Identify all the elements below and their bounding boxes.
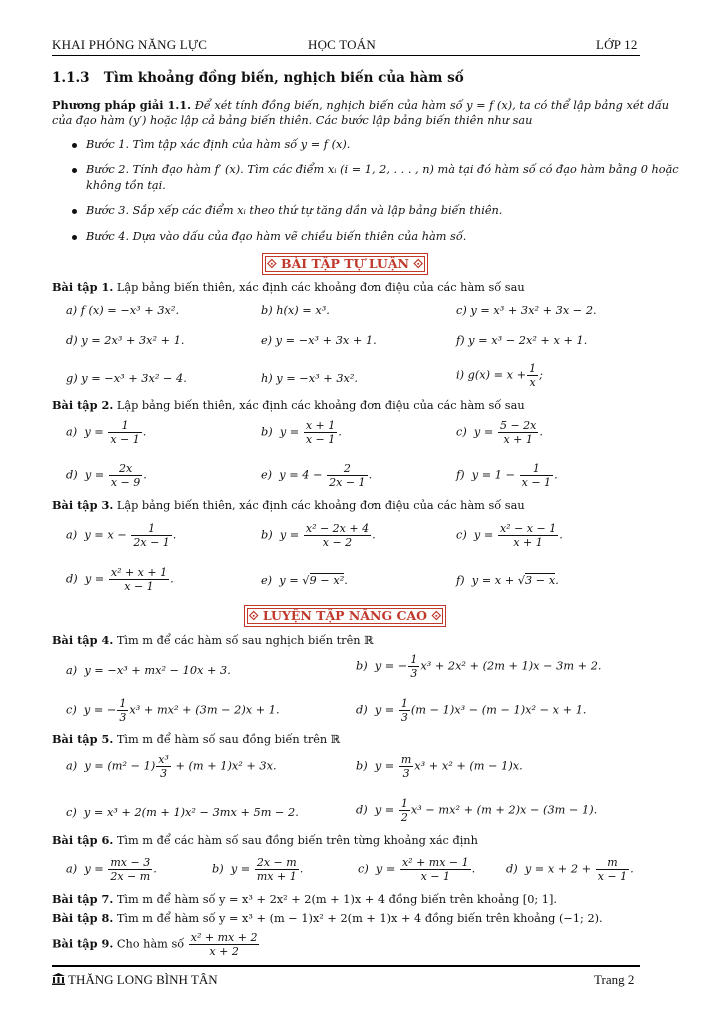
exercise-3-text: Lập bảng biến thiên, xác định các khoảng đơn điệu của các hàm số sau xyxy=(116,499,525,512)
header-left: KHAI PHÓNG NĂNG LỰC xyxy=(52,37,208,52)
step-4: Bước 4. Dựa vào dấu của đạo hàm vẽ chiều biến thiên của hàm số. xyxy=(86,230,467,243)
ex2-item-f: f) y = 1 − $\frac{1}{x - 1}$ . xyxy=(456,462,558,489)
ex5-item-b: b) y = $\frac{m}{3}$ x³ + x² + (m − 1)x. xyxy=(356,753,523,780)
ex3-item-f: f) y = x + √3 − x. xyxy=(456,574,559,587)
bullet-icon xyxy=(72,168,77,173)
exercise-2-text: Lập bảng biến thiên, xác định các khoảng đơn điệu của các hàm số sau xyxy=(116,399,525,412)
ex2-item-d: d) y = $\frac{2x}{x - 9}$ . xyxy=(66,462,147,489)
step-3: Bước 3. Sắp xếp các điểm xᵢ theo thứ tự tăng dần và lập bảng biến thiên. xyxy=(86,204,503,217)
exercise-1-heading xyxy=(52,279,525,296)
ex4-item-b: b) y = − $\frac{1}{3}$ x³ + 2x² + (2m + 1)x − 3m + 2. xyxy=(356,653,602,680)
exercise-5-text: Tìm m để hàm số sau đồng biến trên ℝ xyxy=(116,733,341,746)
ex1-item-e: e) y = −x³ + 3x + 1. xyxy=(261,334,377,347)
exercise-1-text: Lập bảng biến thiên, xác định các khoảng đơn điệu của các hàm số sau xyxy=(116,281,525,294)
exercise-1-label: Bài tập 1. xyxy=(52,280,114,294)
exercise-3-heading xyxy=(52,497,525,514)
exercise-7-text: Tìm m để hàm số y = x³ + 2x² + 2(m + 1)x + 4 đồng biến trên khoảng [0; 1]. xyxy=(116,893,557,906)
ex4-item-a: a) y = −x³ + mx² − 10x + 3. xyxy=(66,664,231,677)
ex1-item-a: a) f (x) = −x³ + 3x². xyxy=(66,304,180,317)
exercise-2-label: Bài tập 2. xyxy=(52,398,114,412)
ex5-item-d: d) y = $\frac{1}{2}$ x³ − mx² + (m + 2)x − (3m − 1). xyxy=(356,797,598,824)
header-center: HỌC TOÁN xyxy=(308,37,376,52)
header-rule xyxy=(52,55,640,56)
exercise-4-heading xyxy=(52,632,374,649)
method-line-1 xyxy=(52,97,669,114)
banner-exercises: ⟐ BÀI TẬP TỰ LUẬN ⟐ xyxy=(262,253,428,275)
ex1-item-f: f) y = x³ − 2x² + x + 1. xyxy=(456,334,588,347)
building-icon xyxy=(52,973,65,985)
header-right: LỚP 12 xyxy=(596,37,638,52)
step-1: Bước 1. Tìm tập xác định của hàm số y = f (x). xyxy=(86,138,351,151)
footer-rule xyxy=(52,965,640,967)
section-heading xyxy=(52,70,464,86)
ex6-item-a: a) y = $\frac{mx - 3}{2x - m}$ . xyxy=(66,856,157,883)
ex3-item-b: b) y = $\frac{\text{x² − 2x + 4}}{x - 2}$ . xyxy=(261,522,376,549)
ex4-item-d: d) y = $\frac{1}{3}$ (m − 1)x³ − (m − 1)x² − x + 1. xyxy=(356,697,587,724)
ex1-item-h: h) y = −x³ + 3x². xyxy=(261,372,358,385)
ex4-item-c: c) y = − $\frac{1}{3}$ x³ + mx² + (3m − 2)x + 1. xyxy=(66,697,280,724)
exercise-4-text: Tìm m để các hàm số sau nghịch biến trên ℝ xyxy=(116,634,374,647)
ex6-item-c: c) y = $\frac{\text{x² + mx − 1}}{x - 1}$ . xyxy=(358,856,476,883)
exercise-9: Bài tập 9. Cho hàm số $\frac{\text{x² + mx + 2}}{x + 2}$ xyxy=(52,931,258,958)
ex1-item-c: c) y = x³ + 3x² + 3x − 2. xyxy=(456,304,597,317)
ex3-item-d: d) y = $\frac{\text{x² + x + 1}}{x - 1}$ . xyxy=(66,566,174,593)
section-number: 1.1.3 xyxy=(52,70,90,86)
exercise-6-text: Tìm m để các hàm số sau đồng biến trên từng khoảng xác định xyxy=(116,834,478,847)
ex2-item-e: e) y = 4 − $\frac{2}{2x - 1}$ . xyxy=(261,462,373,489)
exercise-6-heading xyxy=(52,832,478,849)
ex6-item-d: d) y = x + 2 + $\frac{m}{x - 1}$ . xyxy=(506,856,634,883)
ex3-item-a: a) y = x − $\frac{1}{2x - 1}$ . xyxy=(66,522,177,549)
exercise-7-label: Bài tập 7. xyxy=(52,892,114,906)
exercise-2-heading xyxy=(52,397,525,414)
method-label: Phương pháp giải 1.1. xyxy=(52,98,192,112)
step-2-cont: không tồn tại. xyxy=(86,179,166,192)
ex2-item-a: a) y = $\frac{1}{x - 1}$ . xyxy=(66,419,147,446)
ex6-item-b: b) y = $\frac{2x - m}{mx + 1}$ . xyxy=(212,856,304,883)
footer-page: Trang 2 xyxy=(594,972,635,987)
ex3-item-e: e) y = √9 − x². xyxy=(261,574,348,587)
exercise-5-heading xyxy=(52,731,340,748)
step-2: Bước 2. Tính đạo hàm f′ (x). Tìm các điểm xᵢ (i = 1, 2, . . . , n) mà tại đó hàm số có đạo hàm bằng 0 hoặc xyxy=(86,163,679,176)
exercise-9-label: Bài tập 9. xyxy=(52,936,114,951)
ex1-item-d: d) y = 2x³ + 3x² + 1. xyxy=(66,334,185,347)
exercise-4-label: Bài tập 4. xyxy=(52,633,114,647)
ex5-item-c: c) y = x³ + 2(m + 1)x² − 3mx + 5m − 2. xyxy=(66,806,299,819)
ex1-item-i: i) g(x) = x + $\frac{1}{x}$ ; xyxy=(456,362,543,389)
exercise-8 xyxy=(52,910,603,927)
exercise-8-label: Bài tập 8. xyxy=(52,911,114,925)
ex1-item-g: g) y = −x³ + 3x² − 4. xyxy=(66,372,187,385)
method-text-1: Để xét tính đồng biến, nghịch biến của hàm số y = f (x), ta có thể lập bảng xét dấu xyxy=(194,99,670,112)
footer-school: THĂNG LONG BÌNH TÂN xyxy=(68,972,218,987)
exercise-3-label: Bài tập 3. xyxy=(52,498,114,512)
banner-advanced: ⟐ LUYỆN TẬP NÂNG CAO ⟐ xyxy=(244,605,446,627)
exercise-6-label: Bài tập 6. xyxy=(52,833,114,847)
method-text-2: của đạo hàm (y′) hoặc lập cả bảng biến thiên. Các bước lập bảng biến thiên như sau xyxy=(52,114,533,127)
ex2-item-c: c) y = $\frac{5 - 2x}{x + 1}$ . xyxy=(456,419,543,446)
footer-left xyxy=(52,972,218,988)
ex1-item-b: b) h(x) = x³. xyxy=(261,304,330,317)
bullet-icon xyxy=(72,143,77,148)
bullet-icon xyxy=(72,235,77,240)
ex2-item-b: b) y = $\frac{x + 1}{x - 1}$ . xyxy=(261,419,342,446)
ex5-item-a: a) y = (m² − 1) $\frac{\text{x³}}{3}$ + (m + 1)x² + 3x. xyxy=(66,753,277,780)
exercise-7 xyxy=(52,891,557,908)
ex3-item-c: c) y = $\frac{\text{x² − x − 1}}{x + 1}$ . xyxy=(456,522,563,549)
exercise-9-text: Cho hàm số xyxy=(116,937,185,951)
exercise-8-text: Tìm m để hàm số y = x³ + (m − 1)x² + 2(m + 1)x + 4 đồng biến trên khoảng (−1; 2). xyxy=(116,912,603,925)
section-title: Tìm khoảng đồng biến, nghịch biến của hàm số xyxy=(103,70,464,86)
bullet-icon xyxy=(72,209,77,214)
exercise-5-label: Bài tập 5. xyxy=(52,732,114,746)
